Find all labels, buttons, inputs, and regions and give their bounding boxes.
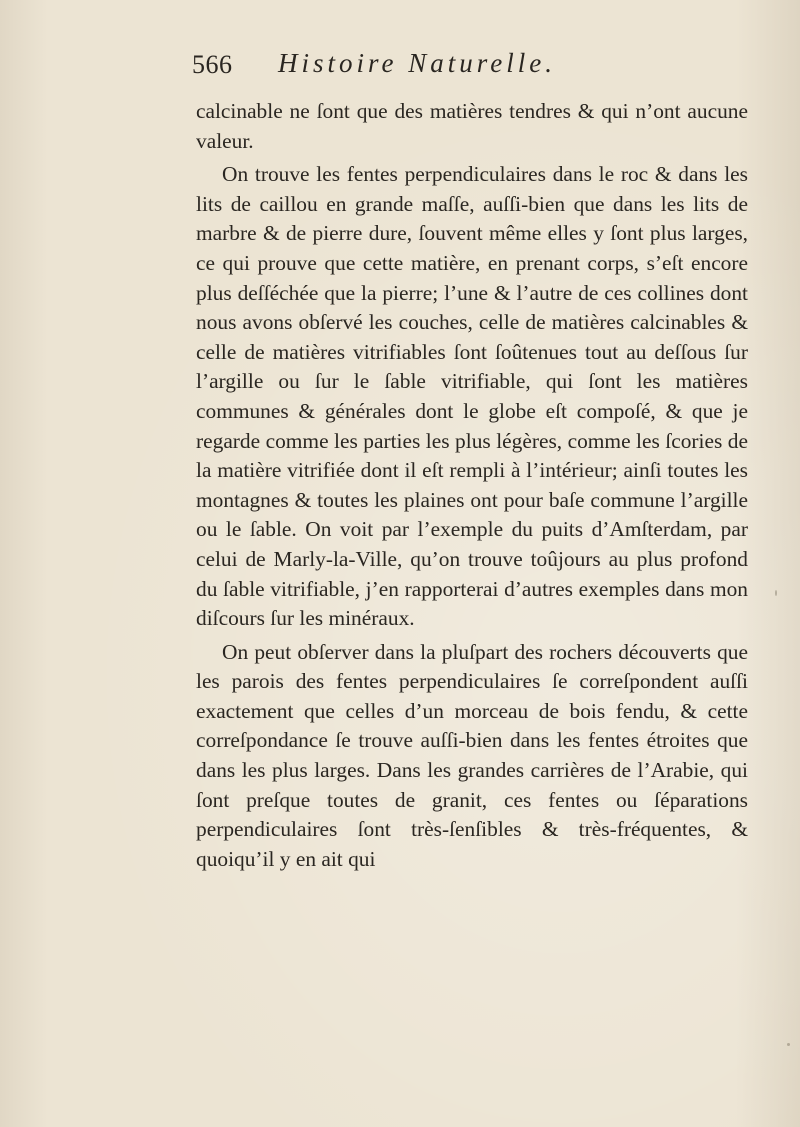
page-header	[192, 48, 752, 88]
running-title: Histoire Naturelle.	[278, 48, 556, 78]
paper-speck	[787, 1043, 790, 1046]
paragraph-fentes-perpendiculaires: On trouve les fentes perpendiculaires dans le roc & dans les lits de caillou en grande maſſe, auſſi-bien que dans les lits de marbre & de pierre dure, ſouvent même elles y ſont plus larges, ce qui prouve que cette matière, en prenant corps, s’eſt encore plus deſſéchée que la pierre; l’une & l’autre de ces collines dont nous avons obſervé les couches, celle de matières calcinables & celle de matières vitrifiables ſont ſoûtenues tout au deſſous ſur l’argille ou ſur le ſable vitrifiable, qui ſont les matières communes & générales dont le globe eſt compoſé, & que je regarde comme les parties les plus légères, comme les ſcories de la matière vitrifiée dont il eſt rempli à l’intérieur; ainſi toutes les montagnes & toutes les plaines ont pour baſe commune l’argille ou le ſable. On voit par l’exemple du puits d’Amſterdam, par celui de Marly-la-Ville, qu’on trouve toûjours au plus profond du ſable vitrifiable, j’en rapporterai d’autres exemples dans mon diſcours ſur les minéraux.	[196, 162, 748, 631]
paper-speck	[775, 590, 777, 596]
body-text	[196, 97, 748, 874]
paragraph-continuation: calcinable ne ſont que des matières tendres & qui n’ont aucune valeur.	[196, 99, 748, 153]
page-number: 566	[192, 50, 233, 79]
paragraph-rochers-decouverts: On peut obſerver dans la pluſpart des rochers découverts que les parois des fentes perpendiculaires ſe correſpondent auſſi exactement que celles d’un morceau de bois fendu, & cette correſpondance ſe trouve auſſi-bien dans les fentes étroites que dans les plus larges. Dans les grandes carrières de l’Arabie, qui ſont preſque toutes de granit, ces fentes ou ſéparations perpendiculaires ſont très-ſenſibles & très-fréquentes, & quoiqu’il y en ait qui	[196, 639, 748, 871]
